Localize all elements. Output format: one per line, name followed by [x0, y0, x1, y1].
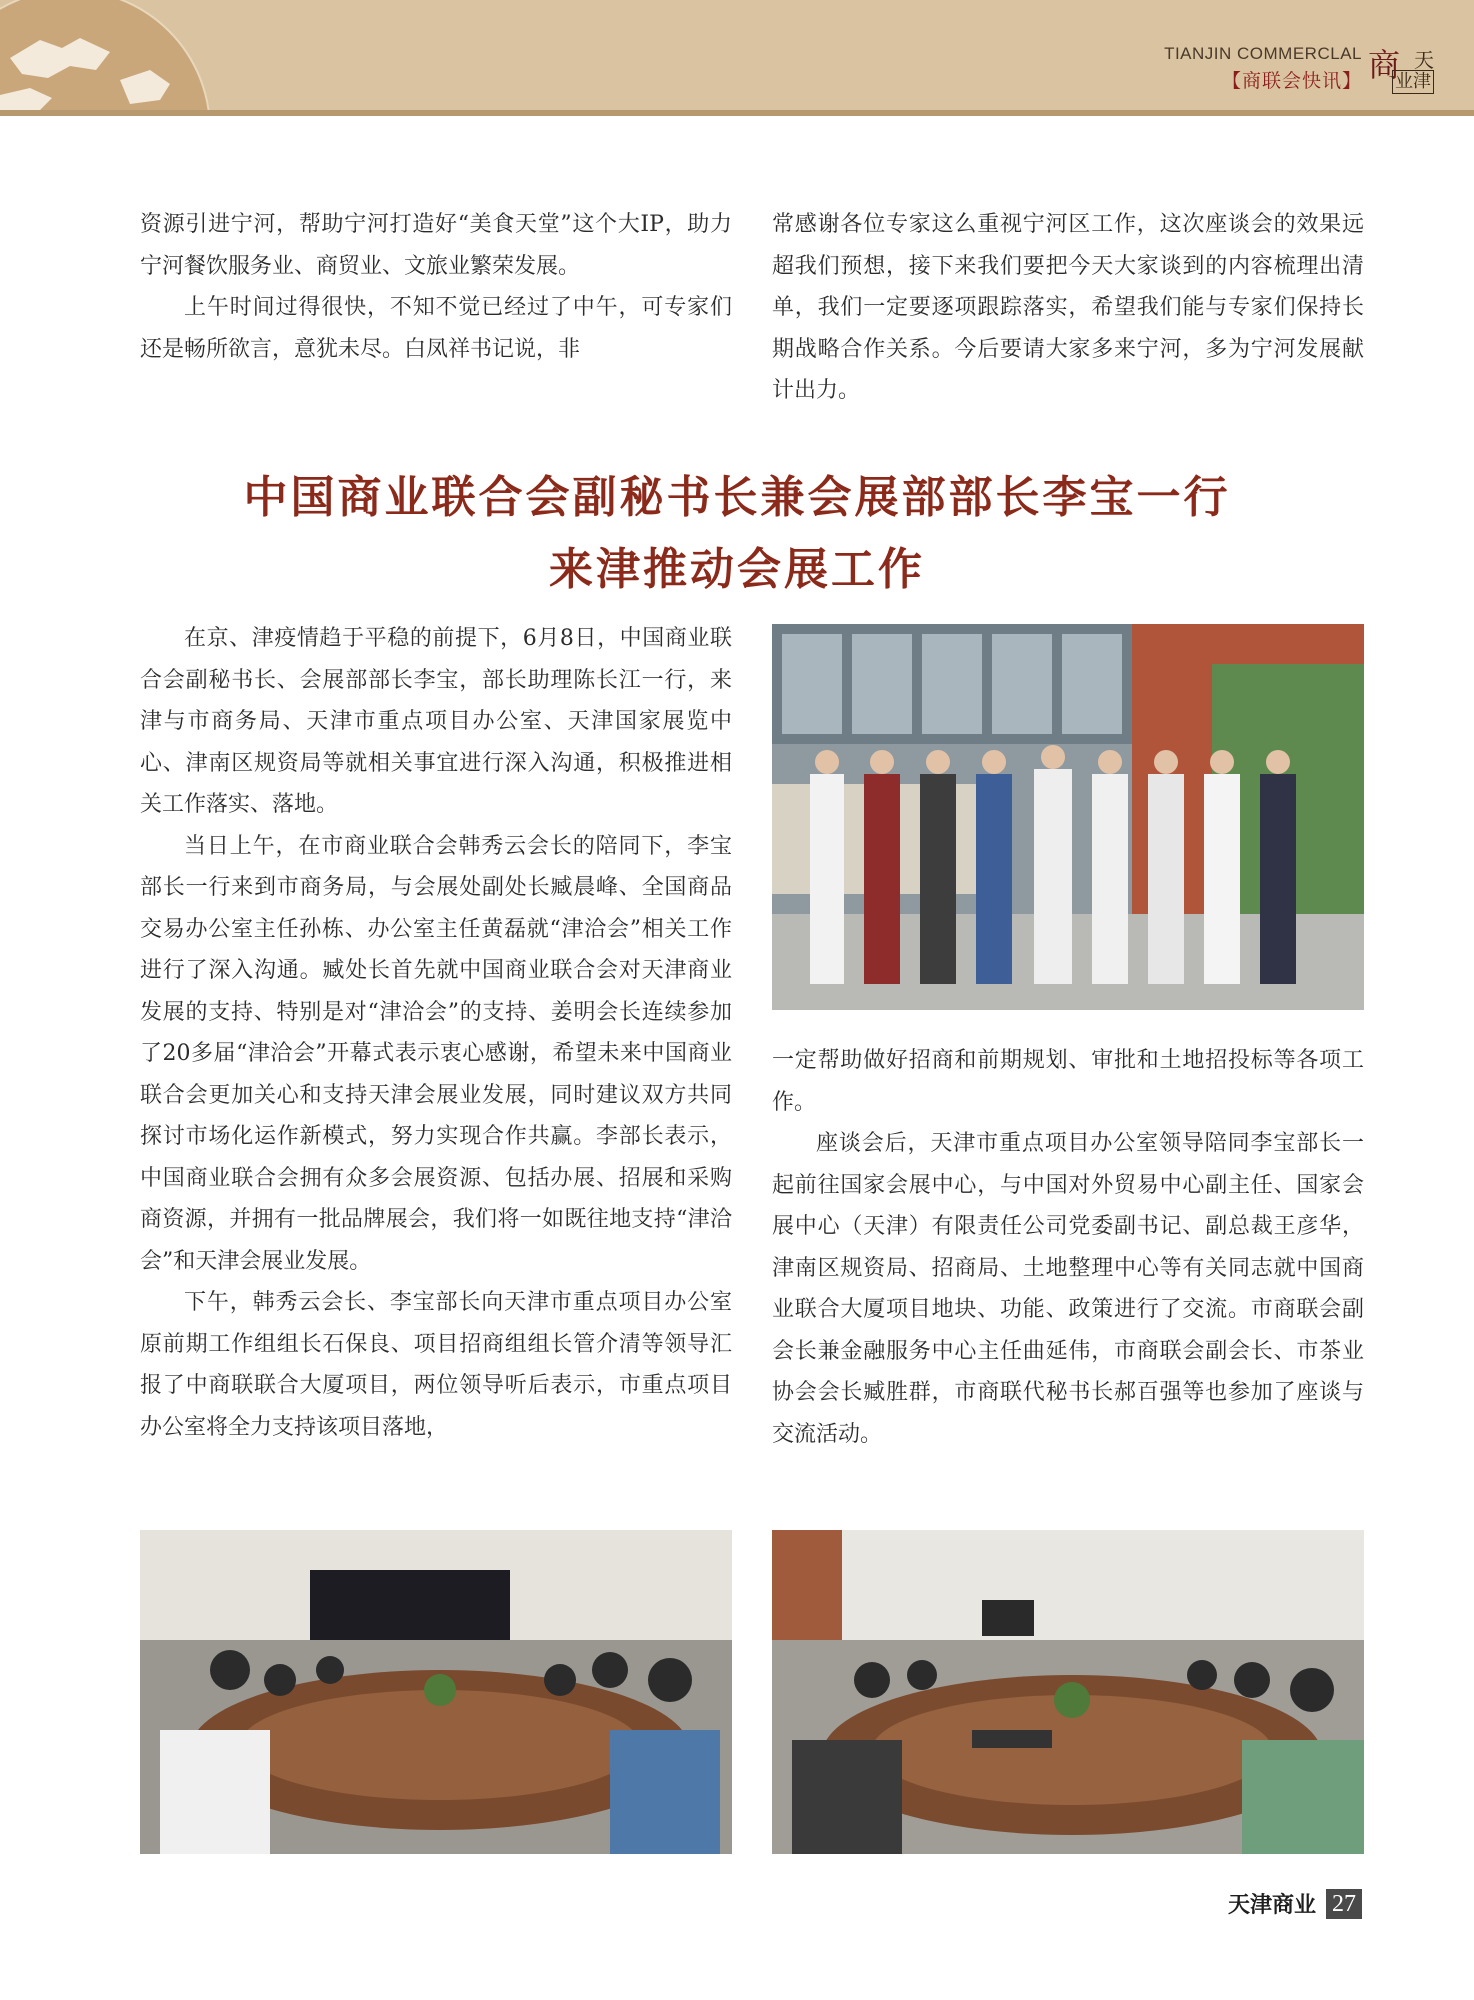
- header-divider: [0, 110, 1474, 116]
- paragraph: 下午，韩秀云会长、李宝部长向天津市重点项目办公室原前期工作组组长石保良、项目招商组组长管介清等领导汇报了中商联联合大厦项目，两位领导听后表示，市重点项目办公室将全力支持该项目落地，: [140, 1290, 732, 1440]
- paragraph: 资源引进宁河，帮助宁河打造好“美食天堂”这个大IP，助力宁河餐饮服务业、商贸业、文旅业繁荣发展。: [140, 212, 732, 279]
- article-title-line-1: 中国商业联合会副秘书长兼会展部部长李宝一行: [243, 472, 1231, 523]
- globe-decoration-icon: [0, 0, 215, 110]
- paragraph: 座谈会后，天津市重点项目办公室领导陪同李宝部长一起前往国家会展中心，与中国对外贸易中心副主任、国家会展中心（天津）有限责任公司党委副书记、副总裁王彦华，津南区规资局、招商局、土地整理中心等有关同志就中国商业联合大厦项目地块、功能、政策进行了交流。市商联会副会长兼金融服务中心主任曲延伟，市商联会副会长、市茶业协会会长臧胜群，市商联代秘书长郝百强等也参加了座谈与交流活动。: [772, 1131, 1364, 1447]
- magazine-name: 天津商业: [1227, 1893, 1316, 1918]
- group-photo: [772, 624, 1364, 1010]
- brand-column-name: 【商联会快讯】: [1221, 70, 1362, 92]
- article-title-line-2: 来津推动会展工作: [549, 544, 925, 595]
- meeting-photo-left: [140, 1530, 732, 1854]
- meeting-photo-right: [772, 1530, 1364, 1854]
- brand-english: TIANJIN COMMERCLAL: [1164, 44, 1362, 63]
- seal-small-bottom: 业津: [1392, 70, 1434, 94]
- article-title: [0, 462, 1474, 606]
- previous-article-left-column: [140, 204, 732, 370]
- seal-big-char: 商: [1368, 46, 1401, 84]
- magazine-seal-logo: [1368, 42, 1434, 100]
- article-left-column: [140, 618, 732, 1448]
- paragraph: 上午时间过得很快，不知不觉已经过了中午，可专家们还是畅所欲言，意犹未尽。白凤祥书记说，非: [140, 295, 732, 362]
- previous-article-right-column: [772, 204, 1364, 412]
- paragraph: 在京、津疫情趋于平稳的前提下，6月8日，中国商业联合会副秘书长、会展部部长李宝，部长助理陈长江一行，来津与市商务局、天津市重点项目办公室、天津国家展览中心、津南区规资局等就相关事宜进行深入沟通，积极推进相关工作落实、落地。: [140, 626, 732, 817]
- header-band: [0, 0, 1474, 110]
- page-number: 27: [1326, 1889, 1362, 1919]
- paragraph: 常感谢各位专家这么重视宁河区工作，这次座谈会的效果远超我们预想，接下来我们要把今天大家谈到的内容梳理出清单，我们一定要逐项跟踪落实，希望我们能与专家们保持长期战略合作关系。今后要请大家多来宁河，多为宁河发展献计出力。: [772, 212, 1364, 403]
- seal-small-top: 天: [1414, 48, 1434, 72]
- article-right-column: [772, 1040, 1364, 1455]
- brand-block: [1164, 44, 1362, 93]
- page-footer: [1228, 1888, 1362, 1919]
- paragraph: 一定帮助做好招商和前期规划、审批和土地招投标等各项工作。: [772, 1048, 1364, 1115]
- paragraph: 当日上午，在市商业联合会韩秀云会长的陪同下，李宝部长一行来到市商务局，与会展处副处长臧晨峰、全国商品交易办公室主任孙栋、办公室主任黄磊就“津洽会”相关工作进行了深入沟通。臧处长首先就中国商业联合会对天津商业发展的支持、特别是对“津洽会”的支持、姜明会长连续参加了20多届“津洽会”开幕式表示衷心感谢，希望未来中国商业联合会更加关心和支持天津会展业发展，同时建议双方共同探讨市场化运作新模式，努力实现合作共赢。李部长表示，中国商业联合会拥有众多会展资源、包括办展、招展和采购商资源，并拥有一批品牌展会，我们将一如既往地支持“津洽会”和天津会展业发展。: [140, 833, 732, 1274]
